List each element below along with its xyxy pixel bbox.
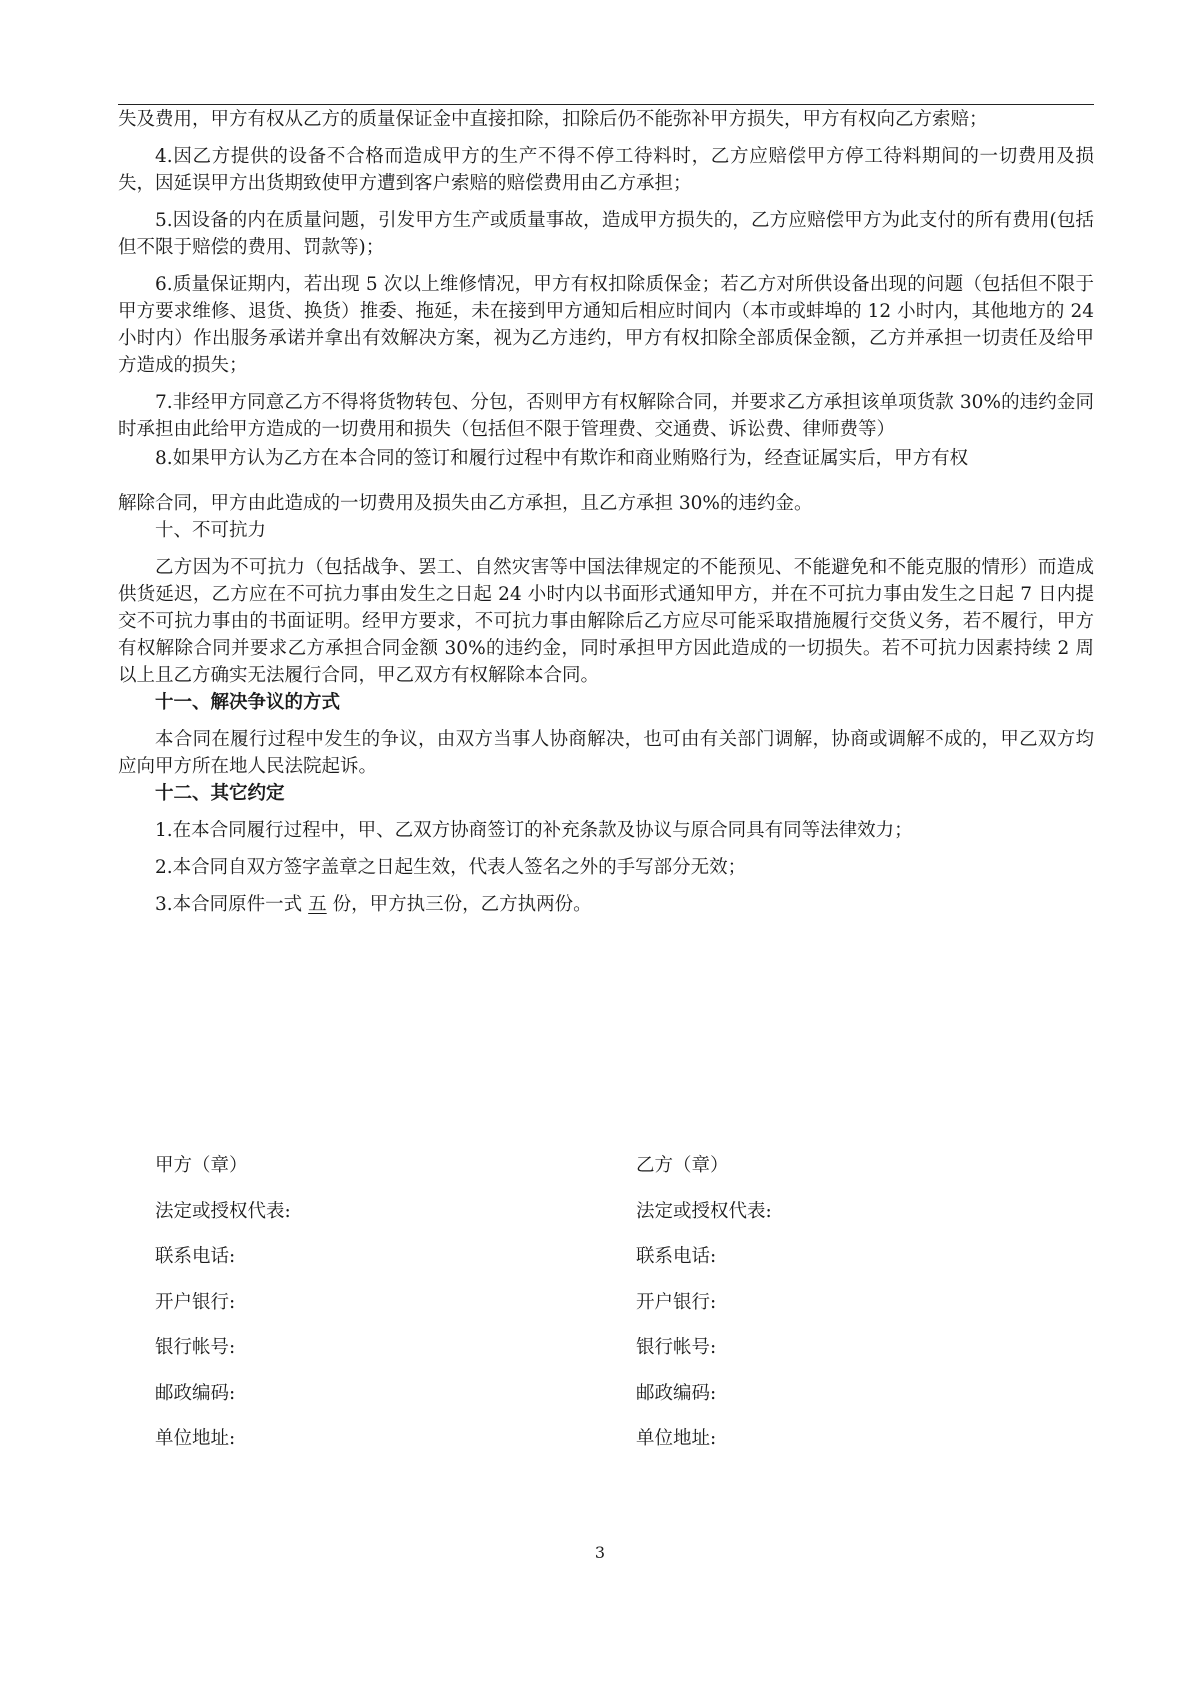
section-12-heading: 十二、其它约定 bbox=[155, 783, 285, 804]
party-a-address: 单位地址: bbox=[155, 1428, 236, 1449]
signature-row bbox=[118, 1289, 1094, 1335]
signature-row bbox=[118, 1425, 1094, 1471]
signature-row bbox=[118, 1152, 1094, 1198]
section-12-item-1: 1.在本合同履行过程中，甲、乙双方协商签订的补充条款及协议与原合同具有同等法律效力； bbox=[155, 820, 913, 841]
liability-item-8-line1: 8.如果甲方认为乙方在本合同的签订和履行过程中有欺诈和商业贿赂行为，经查证属实后，甲方有权 bbox=[155, 448, 969, 469]
party-b-account: 银行帐号: bbox=[636, 1337, 717, 1358]
party-a-seal: 甲方（章） bbox=[155, 1155, 248, 1176]
party-a-bank: 开户银行: bbox=[155, 1291, 236, 1313]
party-b-address: 单位地址: bbox=[636, 1428, 717, 1449]
section-10-body: 乙方因为不可抗力（包括战争、罢工、自然灾害等中国法律规定的不能预见、不能避免和不能克服的情形）而造成供货延迟，乙方应在不可抗力事由发生之日起 24 小时内以书面形式通知甲方，并在不可抗力事由发生之日起 7 日内提交不可抗力事由的书面证明。经甲方要求，不可抗力事由解除后乙方应尽可能采取措施履行交货义务，若不履行，甲方有权解除合同并要求乙方承担合同金额 30%的违约金，同时承担甲方因此造成的一切损失。若不可抗力因素持续 2 周以上且乙方确实无法履行合同，甲乙双方有权解除本合同。 bbox=[118, 557, 1094, 686]
party-a-postcode: 邮政编码: bbox=[155, 1382, 236, 1404]
signature-row bbox=[118, 1334, 1094, 1380]
section-10-heading: 十、不可抗力 bbox=[155, 520, 267, 541]
liability-item-4: 4.因乙方提供的设备不合格而造成甲方的生产不得不停工待料时，乙方应赔偿甲方停工待料期间的一切费用及损失，因延误甲方出货期致使甲方遭到客户索赔的赔偿费用由乙方承担； bbox=[118, 146, 1094, 194]
party-a-account: 银行帐号: bbox=[155, 1337, 236, 1358]
signature-block bbox=[118, 1152, 1094, 1471]
section-11-heading: 十一、解决争议的方式 bbox=[155, 692, 341, 713]
party-b-bank: 开户银行: bbox=[636, 1291, 717, 1313]
liability-item-6: 6.质量保证期内，若出现 5 次以上维修情况，甲方有权扣除质保金；若乙方对所供设备出现的问题（包括但不限于甲方要求维修、退货、换货）推委、拖延，未在接到甲方通知后相应时间内（本市或蚌埠的 12 小时内，其他地方的 24 小时内）作出服务承诺并拿出有效解决方案，视为乙方违约，甲方有权扣除全部质保金额，乙方并承担一切责任及给甲方造成的损失； bbox=[118, 274, 1094, 376]
copies-count: 五 bbox=[308, 894, 327, 915]
continuation-paragraph: 失及费用，甲方有权从乙方的质量保证金中直接扣除，扣除后仍不能弥补甲方损失，甲方有权向乙方索赔； bbox=[118, 109, 988, 130]
item-3-prefix: 3.本合同原件一式 bbox=[155, 894, 303, 915]
signature-row bbox=[118, 1198, 1094, 1244]
liability-item-8-line2: 解除合同，甲方由此造成的一切费用及损失由乙方承担，且乙方承担 30%的违约金。 bbox=[118, 493, 813, 514]
section-12-item-2: 2.本合同自双方签字盖章之日起生效，代表人签名之外的手写部分无效； bbox=[155, 857, 747, 878]
party-b-postcode: 邮政编码: bbox=[636, 1382, 717, 1404]
signature-row bbox=[118, 1243, 1094, 1289]
party-b-representative: 法定或授权代表: bbox=[636, 1200, 772, 1222]
section-12-item-3 bbox=[118, 891, 1094, 918]
item-3-suffix: 份，甲方执三份，乙方执两份。 bbox=[332, 894, 592, 915]
section-11-body: 本合同在履行过程中发生的争议，由双方当事人协商解决，也可由有关部门调解，协商或调解不成的，甲乙双方均应向甲方所在地人民法院起诉。 bbox=[118, 729, 1094, 777]
header-rule bbox=[118, 104, 1094, 105]
liability-item-7: 7.非经甲方同意乙方不得将货物转包、分包，否则甲方有权解除合同，并要求乙方承担该单项货款 30%的违约金同时承担由此给甲方造成的一切费用和损失（包括但不限于管理费、交通费、诉讼费、律师费等） bbox=[118, 392, 1094, 440]
document-body bbox=[118, 106, 1094, 918]
party-b-phone: 联系电话: bbox=[636, 1246, 717, 1267]
party-b-seal: 乙方（章） bbox=[636, 1155, 729, 1176]
page-number: 3 bbox=[594, 1543, 606, 1562]
liability-item-5: 5.因设备的内在质量问题，引发甲方生产或质量事故，造成甲方损失的，乙方应赔偿甲方为此支付的所有费用(包括但不限于赔偿的费用、罚款等)； bbox=[118, 210, 1094, 258]
party-a-phone: 联系电话: bbox=[155, 1246, 236, 1267]
party-a-representative: 法定或授权代表: bbox=[155, 1200, 291, 1222]
signature-row bbox=[118, 1380, 1094, 1426]
